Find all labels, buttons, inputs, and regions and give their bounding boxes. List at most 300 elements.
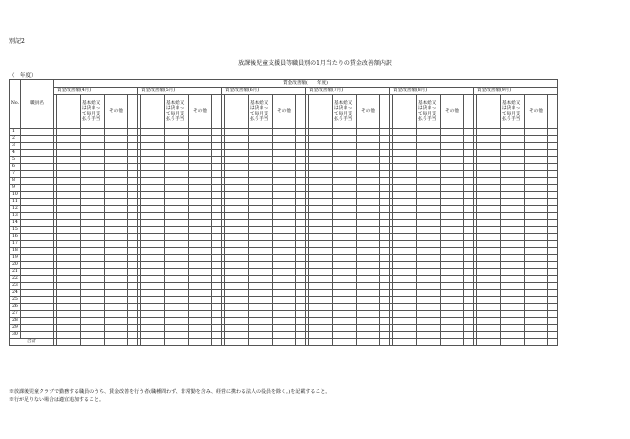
amount-cell[interactable] [296, 262, 306, 269]
amount-cell[interactable] [333, 129, 357, 136]
amount-cell[interactable] [81, 311, 105, 318]
amount-cell[interactable] [464, 234, 474, 241]
amount-cell[interactable] [212, 269, 222, 276]
amount-cell[interactable] [357, 150, 380, 157]
amount-cell[interactable] [309, 136, 333, 143]
amount-cell[interactable] [393, 234, 417, 241]
amount-cell[interactable] [128, 255, 138, 262]
amount-cell[interactable] [273, 213, 296, 220]
amount-cell[interactable] [380, 311, 390, 318]
amount-cell[interactable] [165, 227, 189, 234]
amount-cell[interactable] [105, 206, 128, 213]
amount-cell[interactable] [417, 136, 441, 143]
amount-cell[interactable] [141, 325, 165, 332]
amount-cell[interactable] [249, 213, 273, 220]
amount-cell[interactable] [128, 171, 138, 178]
amount-cell[interactable] [357, 129, 380, 136]
amount-cell[interactable] [477, 213, 501, 220]
amount-cell[interactable] [81, 206, 105, 213]
amount-cell[interactable] [105, 150, 128, 157]
amount-cell[interactable] [249, 192, 273, 199]
staff-name-cell[interactable] [21, 192, 54, 199]
amount-cell[interactable] [501, 213, 525, 220]
amount-cell[interactable] [333, 262, 357, 269]
amount-cell[interactable] [464, 192, 474, 199]
amount-cell[interactable] [105, 220, 128, 227]
amount-cell[interactable] [189, 227, 212, 234]
amount-cell[interactable] [57, 262, 81, 269]
amount-cell[interactable] [333, 248, 357, 255]
amount-cell[interactable] [380, 241, 390, 248]
amount-cell[interactable] [249, 297, 273, 304]
amount-cell[interactable] [249, 199, 273, 206]
amount-cell[interactable] [333, 325, 357, 332]
amount-cell[interactable] [57, 129, 81, 136]
amount-cell[interactable] [548, 164, 558, 171]
staff-name-cell[interactable] [21, 318, 54, 325]
amount-cell[interactable] [296, 129, 306, 136]
amount-cell[interactable] [309, 262, 333, 269]
amount-cell[interactable] [525, 129, 548, 136]
amount-cell[interactable] [81, 325, 105, 332]
amount-cell[interactable] [501, 129, 525, 136]
amount-cell[interactable] [105, 213, 128, 220]
amount-cell[interactable] [212, 164, 222, 171]
amount-cell[interactable] [273, 234, 296, 241]
amount-cell[interactable] [189, 164, 212, 171]
amount-cell[interactable] [501, 185, 525, 192]
amount-cell[interactable] [525, 290, 548, 297]
amount-cell[interactable] [81, 255, 105, 262]
amount-cell[interactable] [417, 276, 441, 283]
amount-cell[interactable] [441, 185, 464, 192]
amount-cell[interactable] [296, 164, 306, 171]
amount-cell[interactable] [165, 290, 189, 297]
amount-cell[interactable] [212, 255, 222, 262]
amount-cell[interactable] [380, 290, 390, 297]
amount-cell[interactable] [501, 143, 525, 150]
amount-cell[interactable] [477, 157, 501, 164]
amount-cell[interactable] [380, 143, 390, 150]
amount-cell[interactable] [81, 171, 105, 178]
amount-cell[interactable] [105, 255, 128, 262]
amount-cell[interactable] [128, 213, 138, 220]
amount-cell[interactable] [141, 227, 165, 234]
amount-cell[interactable] [296, 325, 306, 332]
amount-cell[interactable] [128, 276, 138, 283]
amount-cell[interactable] [225, 255, 249, 262]
amount-cell[interactable] [225, 297, 249, 304]
amount-cell[interactable] [81, 283, 105, 290]
amount-cell[interactable] [128, 178, 138, 185]
amount-cell[interactable] [81, 185, 105, 192]
amount-cell[interactable] [273, 143, 296, 150]
amount-cell[interactable] [477, 290, 501, 297]
amount-cell[interactable] [464, 297, 474, 304]
amount-cell[interactable] [165, 297, 189, 304]
amount-cell[interactable] [525, 283, 548, 290]
amount-cell[interactable] [333, 290, 357, 297]
amount-cell[interactable] [105, 311, 128, 318]
amount-cell[interactable] [249, 248, 273, 255]
amount-cell[interactable] [212, 136, 222, 143]
amount-cell[interactable] [273, 192, 296, 199]
amount-cell[interactable] [128, 248, 138, 255]
amount-cell[interactable] [548, 136, 558, 143]
amount-cell[interactable] [309, 297, 333, 304]
amount-cell[interactable] [464, 304, 474, 311]
amount-cell[interactable] [296, 192, 306, 199]
staff-name-cell[interactable] [21, 283, 54, 290]
amount-cell[interactable] [212, 227, 222, 234]
amount-cell[interactable] [501, 171, 525, 178]
staff-name-cell[interactable] [21, 276, 54, 283]
amount-cell[interactable] [189, 290, 212, 297]
amount-cell[interactable] [212, 178, 222, 185]
amount-cell[interactable] [548, 220, 558, 227]
amount-cell[interactable] [273, 199, 296, 206]
amount-cell[interactable] [225, 248, 249, 255]
staff-name-cell[interactable] [21, 199, 54, 206]
staff-name-cell[interactable] [21, 325, 54, 332]
amount-cell[interactable] [501, 248, 525, 255]
amount-cell[interactable] [57, 304, 81, 311]
amount-cell[interactable] [225, 283, 249, 290]
amount-cell[interactable] [525, 150, 548, 157]
amount-cell[interactable] [441, 241, 464, 248]
amount-cell[interactable] [464, 262, 474, 269]
amount-cell[interactable] [417, 157, 441, 164]
staff-name-cell[interactable] [21, 157, 54, 164]
amount-cell[interactable] [141, 318, 165, 325]
amount-cell[interactable] [189, 304, 212, 311]
amount-cell[interactable] [393, 136, 417, 143]
amount-cell[interactable] [296, 276, 306, 283]
amount-cell[interactable] [189, 143, 212, 150]
amount-cell[interactable] [393, 199, 417, 206]
amount-cell[interactable] [357, 290, 380, 297]
amount-cell[interactable] [333, 241, 357, 248]
amount-cell[interactable] [548, 311, 558, 318]
amount-cell[interactable] [477, 262, 501, 269]
amount-cell[interactable] [249, 304, 273, 311]
amount-cell[interactable] [333, 171, 357, 178]
amount-cell[interactable] [296, 220, 306, 227]
amount-cell[interactable] [128, 164, 138, 171]
amount-cell[interactable] [105, 276, 128, 283]
amount-cell[interactable] [57, 283, 81, 290]
amount-cell[interactable] [273, 220, 296, 227]
amount-cell[interactable] [128, 234, 138, 241]
amount-cell[interactable] [296, 290, 306, 297]
amount-cell[interactable] [441, 143, 464, 150]
amount-cell[interactable] [128, 129, 138, 136]
amount-cell[interactable] [548, 227, 558, 234]
amount-cell[interactable] [380, 206, 390, 213]
amount-cell[interactable] [105, 199, 128, 206]
amount-cell[interactable] [212, 276, 222, 283]
amount-cell[interactable] [357, 248, 380, 255]
amount-cell[interactable] [393, 143, 417, 150]
amount-cell[interactable] [189, 297, 212, 304]
amount-cell[interactable] [165, 136, 189, 143]
amount-cell[interactable] [501, 262, 525, 269]
amount-cell[interactable] [105, 192, 128, 199]
amount-cell[interactable] [128, 227, 138, 234]
amount-cell[interactable] [393, 213, 417, 220]
amount-cell[interactable] [501, 241, 525, 248]
amount-cell[interactable] [417, 206, 441, 213]
amount-cell[interactable] [548, 332, 558, 339]
amount-cell[interactable] [273, 311, 296, 318]
amount-cell[interactable] [57, 192, 81, 199]
staff-name-cell[interactable] [21, 241, 54, 248]
amount-cell[interactable] [441, 164, 464, 171]
amount-cell[interactable] [296, 206, 306, 213]
amount-cell[interactable] [548, 185, 558, 192]
amount-cell[interactable] [333, 192, 357, 199]
amount-cell[interactable] [417, 318, 441, 325]
amount-cell[interactable] [357, 220, 380, 227]
amount-cell[interactable] [296, 136, 306, 143]
amount-cell[interactable] [189, 269, 212, 276]
amount-cell[interactable] [249, 332, 273, 339]
amount-cell[interactable] [249, 311, 273, 318]
amount-cell[interactable] [477, 318, 501, 325]
amount-cell[interactable] [189, 157, 212, 164]
amount-cell[interactable] [57, 213, 81, 220]
amount-cell[interactable] [441, 171, 464, 178]
amount-cell[interactable] [105, 227, 128, 234]
amount-cell[interactable] [441, 269, 464, 276]
amount-cell[interactable] [501, 325, 525, 332]
amount-cell[interactable] [141, 290, 165, 297]
amount-cell[interactable] [441, 255, 464, 262]
amount-cell[interactable] [525, 143, 548, 150]
staff-name-cell[interactable] [21, 290, 54, 297]
amount-cell[interactable] [333, 199, 357, 206]
amount-cell[interactable] [165, 269, 189, 276]
amount-cell[interactable] [249, 157, 273, 164]
amount-cell[interactable] [212, 157, 222, 164]
amount-cell[interactable] [501, 206, 525, 213]
amount-cell[interactable] [548, 269, 558, 276]
staff-name-cell[interactable] [21, 234, 54, 241]
amount-cell[interactable] [380, 269, 390, 276]
amount-cell[interactable] [309, 185, 333, 192]
amount-cell[interactable] [57, 311, 81, 318]
amount-cell[interactable] [548, 199, 558, 206]
amount-cell[interactable] [380, 164, 390, 171]
amount-cell[interactable] [501, 150, 525, 157]
amount-cell[interactable] [57, 178, 81, 185]
amount-cell[interactable] [141, 269, 165, 276]
amount-cell[interactable] [548, 255, 558, 262]
amount-cell[interactable] [273, 171, 296, 178]
amount-cell[interactable] [212, 325, 222, 332]
amount-cell[interactable] [309, 304, 333, 311]
amount-cell[interactable] [105, 318, 128, 325]
amount-cell[interactable] [189, 276, 212, 283]
amount-cell[interactable] [548, 150, 558, 157]
staff-name-cell[interactable] [21, 227, 54, 234]
amount-cell[interactable] [189, 213, 212, 220]
amount-cell[interactable] [464, 255, 474, 262]
amount-cell[interactable] [525, 213, 548, 220]
amount-cell[interactable] [273, 325, 296, 332]
amount-cell[interactable] [417, 220, 441, 227]
amount-cell[interactable] [105, 325, 128, 332]
amount-cell[interactable] [380, 213, 390, 220]
amount-cell[interactable] [81, 234, 105, 241]
amount-cell[interactable] [225, 227, 249, 234]
amount-cell[interactable] [212, 206, 222, 213]
amount-cell[interactable] [141, 129, 165, 136]
amount-cell[interactable] [393, 206, 417, 213]
amount-cell[interactable] [249, 276, 273, 283]
amount-cell[interactable] [464, 178, 474, 185]
amount-cell[interactable] [189, 248, 212, 255]
amount-cell[interactable] [548, 248, 558, 255]
amount-cell[interactable] [81, 269, 105, 276]
amount-cell[interactable] [380, 136, 390, 143]
amount-cell[interactable] [357, 304, 380, 311]
amount-cell[interactable] [141, 220, 165, 227]
amount-cell[interactable] [417, 129, 441, 136]
amount-cell[interactable] [105, 129, 128, 136]
amount-cell[interactable] [380, 220, 390, 227]
amount-cell[interactable] [357, 262, 380, 269]
amount-cell[interactable] [212, 171, 222, 178]
amount-cell[interactable] [249, 136, 273, 143]
amount-cell[interactable] [296, 241, 306, 248]
amount-cell[interactable] [333, 150, 357, 157]
amount-cell[interactable] [548, 206, 558, 213]
amount-cell[interactable] [57, 241, 81, 248]
amount-cell[interactable] [333, 311, 357, 318]
amount-cell[interactable] [141, 241, 165, 248]
amount-cell[interactable] [477, 143, 501, 150]
amount-cell[interactable] [189, 206, 212, 213]
amount-cell[interactable] [357, 297, 380, 304]
amount-cell[interactable] [464, 199, 474, 206]
amount-cell[interactable] [212, 241, 222, 248]
amount-cell[interactable] [333, 255, 357, 262]
amount-cell[interactable] [417, 164, 441, 171]
amount-cell[interactable] [333, 178, 357, 185]
amount-cell[interactable] [81, 199, 105, 206]
amount-cell[interactable] [477, 325, 501, 332]
amount-cell[interactable] [105, 178, 128, 185]
amount-cell[interactable] [141, 143, 165, 150]
amount-cell[interactable] [477, 220, 501, 227]
amount-cell[interactable] [333, 220, 357, 227]
amount-cell[interactable] [81, 297, 105, 304]
amount-cell[interactable] [333, 206, 357, 213]
amount-cell[interactable] [273, 276, 296, 283]
amount-cell[interactable] [128, 185, 138, 192]
amount-cell[interactable] [296, 157, 306, 164]
amount-cell[interactable] [441, 206, 464, 213]
amount-cell[interactable] [548, 129, 558, 136]
amount-cell[interactable] [501, 199, 525, 206]
amount-cell[interactable] [477, 248, 501, 255]
amount-cell[interactable] [212, 318, 222, 325]
amount-cell[interactable] [189, 129, 212, 136]
amount-cell[interactable] [273, 248, 296, 255]
amount-cell[interactable] [464, 248, 474, 255]
amount-cell[interactable] [309, 311, 333, 318]
amount-cell[interactable] [225, 213, 249, 220]
amount-cell[interactable] [501, 178, 525, 185]
amount-cell[interactable] [477, 129, 501, 136]
amount-cell[interactable] [225, 143, 249, 150]
amount-cell[interactable] [357, 241, 380, 248]
amount-cell[interactable] [548, 304, 558, 311]
amount-cell[interactable] [81, 150, 105, 157]
amount-cell[interactable] [380, 255, 390, 262]
amount-cell[interactable] [393, 269, 417, 276]
amount-cell[interactable] [189, 136, 212, 143]
amount-cell[interactable] [464, 311, 474, 318]
amount-cell[interactable] [212, 234, 222, 241]
amount-cell[interactable] [225, 157, 249, 164]
amount-cell[interactable] [525, 164, 548, 171]
amount-cell[interactable] [296, 227, 306, 234]
staff-name-cell[interactable] [21, 136, 54, 143]
amount-cell[interactable] [357, 213, 380, 220]
amount-cell[interactable] [309, 318, 333, 325]
amount-cell[interactable] [417, 290, 441, 297]
amount-cell[interactable] [273, 262, 296, 269]
amount-cell[interactable] [548, 276, 558, 283]
amount-cell[interactable] [333, 297, 357, 304]
amount-cell[interactable] [165, 157, 189, 164]
amount-cell[interactable] [128, 157, 138, 164]
amount-cell[interactable] [141, 192, 165, 199]
amount-cell[interactable] [333, 185, 357, 192]
amount-cell[interactable] [380, 318, 390, 325]
amount-cell[interactable] [212, 129, 222, 136]
amount-cell[interactable] [393, 262, 417, 269]
amount-cell[interactable] [189, 332, 212, 339]
amount-cell[interactable] [57, 199, 81, 206]
amount-cell[interactable] [380, 262, 390, 269]
amount-cell[interactable] [380, 199, 390, 206]
staff-name-cell[interactable] [21, 171, 54, 178]
amount-cell[interactable] [141, 262, 165, 269]
amount-cell[interactable] [501, 269, 525, 276]
amount-cell[interactable] [441, 199, 464, 206]
amount-cell[interactable] [212, 248, 222, 255]
amount-cell[interactable] [525, 269, 548, 276]
amount-cell[interactable] [81, 262, 105, 269]
amount-cell[interactable] [105, 332, 128, 339]
amount-cell[interactable] [464, 325, 474, 332]
amount-cell[interactable] [141, 234, 165, 241]
amount-cell[interactable] [249, 150, 273, 157]
staff-name-cell[interactable] [21, 262, 54, 269]
amount-cell[interactable] [417, 199, 441, 206]
amount-cell[interactable] [441, 150, 464, 157]
amount-cell[interactable] [165, 192, 189, 199]
amount-cell[interactable] [393, 227, 417, 234]
amount-cell[interactable] [296, 304, 306, 311]
amount-cell[interactable] [165, 255, 189, 262]
staff-name-cell[interactable] [21, 255, 54, 262]
amount-cell[interactable] [273, 136, 296, 143]
amount-cell[interactable] [357, 206, 380, 213]
